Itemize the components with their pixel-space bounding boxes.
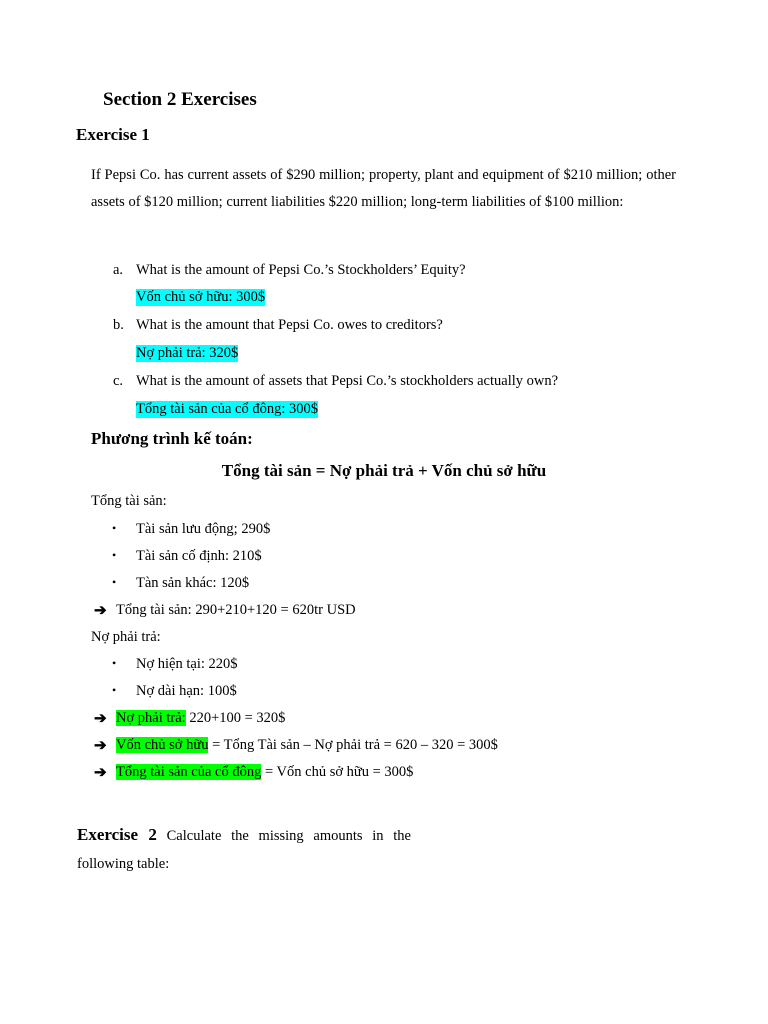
exercise1-prompt: If Pepsi Co. has current assets of $290 million; property, plant and equipment of $210 million; other assets of $120 million; current liabilities $220 million; long-term liabilities of $100 million:: [91, 167, 676, 210]
exercise2-title: Exercise 2: [77, 825, 157, 844]
arrow-icon: ➔: [94, 738, 107, 754]
answer-c-highlight: Tổng tài sản của cổ đông: 300$: [136, 401, 319, 417]
question-a-text: What is the amount of Pepsi Co.’s Stockholders’ Equity?: [136, 262, 466, 278]
bullet-icon: •: [112, 521, 117, 535]
conclusion-equity: [116, 737, 498, 754]
liability-item-current: Nợ hiện tại: 220$: [136, 656, 238, 672]
conclusion-shareholder-assets: [116, 764, 413, 781]
conclusion-text: 220+100 = 320$: [185, 710, 286, 726]
assets-total: Tổng tài sản: 290+210+120 = 620tr USD: [116, 602, 356, 618]
arrow-icon: ➔: [94, 711, 107, 727]
bullet-icon: •: [112, 575, 117, 589]
question-b-marker: b.: [113, 317, 124, 333]
exercise2-paragraph: [77, 821, 411, 878]
accounting-equation: Tổng tài sản = Nợ phải trả + Vốn chủ sở hữu: [221, 461, 547, 480]
answer-a-highlight: Vốn chủ sở hữu: 300$: [136, 289, 266, 305]
conclusion-highlight: Nợ phải trả:: [116, 710, 186, 726]
exercise2-text: Calculate the missing amounts in the following table:: [77, 828, 411, 872]
conclusion-text: = Tổng Tài sản – Nợ phải trả = 620 – 320 = 300$: [208, 737, 498, 753]
asset-item-other: Tàn sản khác: 120$: [136, 575, 250, 591]
answer-b-highlight: Nợ phải trả: 320$: [136, 345, 239, 361]
conclusion-highlight: Tổng tài sản của cổ đông: [116, 764, 262, 780]
bullet-icon: •: [112, 548, 117, 562]
question-c-marker: c.: [113, 373, 124, 389]
equation-heading: Phương trình kế toán:: [91, 429, 253, 448]
section-title: Section 2 Exercises: [103, 89, 257, 110]
conclusion-highlight: Vốn chủ sở hữu: [116, 737, 209, 753]
asset-item-current: Tài sản lưu động; 290$: [136, 521, 271, 537]
liabilities-label: Nợ phải trả:: [91, 629, 161, 645]
asset-item-fixed: Tài sản cố định: 210$: [136, 548, 262, 564]
liability-item-longterm: Nợ dài hạn: 100$: [136, 683, 237, 699]
question-c-text: What is the amount of assets that Pepsi Co.’s stockholders actually own?: [136, 373, 559, 389]
question-b-text: What is the amount that Pepsi Co. owes to creditors?: [136, 317, 443, 333]
exercise1-title: Exercise 1: [76, 125, 150, 144]
arrow-icon: ➔: [94, 765, 107, 781]
bullet-icon: •: [112, 683, 117, 697]
question-a-marker: a.: [113, 262, 124, 278]
conclusion-liabilities: [116, 710, 285, 727]
assets-label: Tổng tài sản:: [91, 493, 167, 509]
bullet-icon: •: [112, 656, 117, 670]
arrow-icon: ➔: [94, 603, 107, 619]
conclusion-text: = Vốn chủ sở hữu = 300$: [261, 764, 414, 780]
